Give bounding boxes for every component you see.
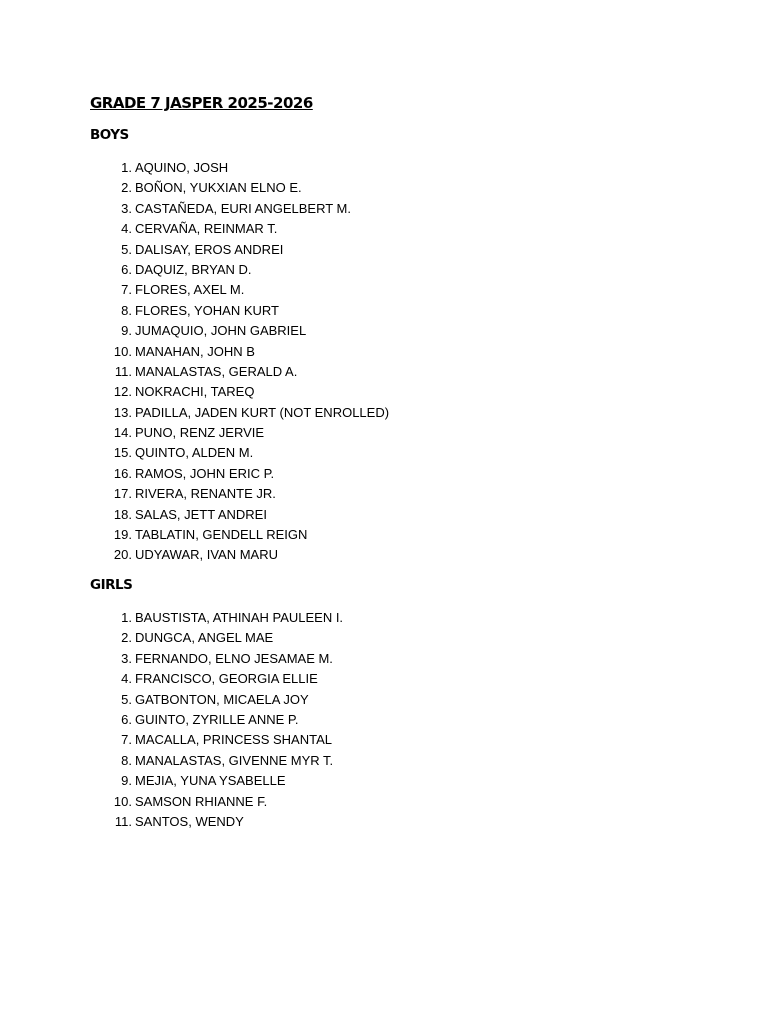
list-item-number: 12.: [113, 384, 132, 400]
list-item-number: 5.: [121, 691, 132, 707]
list-item-number: 7.: [121, 732, 132, 748]
list-item-name: RIVERA, RENANTE JR.: [135, 486, 276, 502]
list-item-name: JUMAQUIO, JOHN GABRIEL: [135, 323, 307, 339]
list-item-number: 14.: [113, 425, 132, 441]
list-item-number: 19.: [113, 527, 132, 543]
list-item-name: DALISAY, EROS ANDREI: [135, 241, 284, 257]
list-item-number: 9.: [121, 323, 132, 339]
boys-heading: BOYS: [90, 127, 129, 143]
list-item-number: 5.: [121, 241, 132, 257]
list-item-number: 15.: [113, 445, 132, 461]
document-title: GRADE 7 JASPER 2025-2026: [90, 94, 313, 112]
list-item-number: 2.: [121, 180, 132, 196]
list-item-number: 7.: [121, 282, 132, 298]
list-item-name: FRANCISCO, GEORGIA ELLIE: [135, 671, 318, 687]
list-item-number: 20.: [113, 547, 132, 563]
list-item-name: BOÑON, YUKXIAN ELNO E.: [135, 180, 302, 196]
list-item-name: GATBONTON, MICAELA JOY: [135, 691, 309, 707]
list-item-name: FLORES, YOHAN KURT: [135, 302, 279, 318]
list-item-name: MANALASTAS, GIVENNE MYR T.: [135, 752, 334, 768]
list-item-number: 13.: [113, 404, 132, 420]
list-item-number: 6.: [121, 711, 132, 727]
girls-heading: GIRLS: [90, 577, 133, 593]
list-item-name: GUINTO, ZYRILLE ANNE P.: [135, 711, 299, 727]
list-item-number: 2.: [121, 630, 132, 646]
list-item-name: QUINTO, ALDEN M.: [135, 445, 254, 461]
list-item-number: 10.: [113, 793, 132, 809]
list-item-name: PADILLA, JADEN KURT (NOT ENROLLED): [135, 404, 390, 420]
list-item-name: TABLATIN, GENDELL REIGN: [135, 527, 308, 543]
list-item-name: CASTAÑEDA, EURI ANGELBERT M.: [135, 200, 351, 216]
list-item-number: 8.: [121, 302, 132, 318]
list-item-number: 16.: [113, 465, 132, 481]
list-item-name: MANAHAN, JOHN B: [135, 343, 255, 359]
list-item-name: DAQUIZ, BRYAN D.: [135, 261, 252, 277]
list-item-number: 1.: [121, 610, 132, 625]
list-item-name: CERVAÑA, REINMAR T.: [135, 221, 278, 237]
list-item-number: 3.: [121, 200, 132, 216]
list-item-name: PUNO, RENZ JERVIE: [135, 425, 265, 441]
list-item-name: SANTOS, WENDY: [135, 813, 244, 829]
list-item-number: 17.: [113, 486, 132, 502]
list-item-number: 1.: [121, 160, 132, 175]
list-item-name: FERNANDO, ELNO JESAMAE M.: [135, 650, 333, 666]
list-item-number: 9.: [121, 773, 132, 789]
list-item-name: MANALASTAS, GERALD A.: [135, 363, 298, 379]
list-item-number: 10.: [113, 343, 132, 359]
list-item-number: 8.: [121, 752, 132, 768]
list-item-name: FLORES, AXEL M.: [135, 282, 245, 298]
list-item-name: UDYAWAR, IVAN MARU: [135, 547, 279, 563]
list-item-name: MEJIA, YUNA YSABELLE: [135, 773, 286, 789]
list-item-name: SALAS, JETT ANDREI: [135, 506, 267, 522]
list-item-name: NOKRACHI, TAREQ: [135, 384, 255, 400]
list-item-number: 3.: [121, 650, 132, 666]
list-item-name: BAUSTISTA, ATHINAH PAULEEN I.: [135, 610, 344, 625]
list-item-number: 4.: [121, 671, 132, 687]
list-item-name: RAMOS, JOHN ERIC P.: [135, 465, 275, 481]
list-item-number: 6.: [121, 261, 132, 277]
list-item-name: MACALLA, PRINCESS SHANTAL: [135, 732, 332, 748]
list-item-number: 11.: [114, 813, 132, 829]
list-item-name: DUNGCA, ANGEL MAE: [135, 630, 274, 646]
list-item-name: SAMSON RHIANNE F.: [135, 793, 268, 809]
list-item-number: 4.: [121, 221, 132, 237]
list-item-number: 18.: [113, 506, 132, 522]
list-item-number: 11.: [114, 363, 132, 379]
list-item-name: AQUINO, JOSH: [135, 160, 229, 175]
